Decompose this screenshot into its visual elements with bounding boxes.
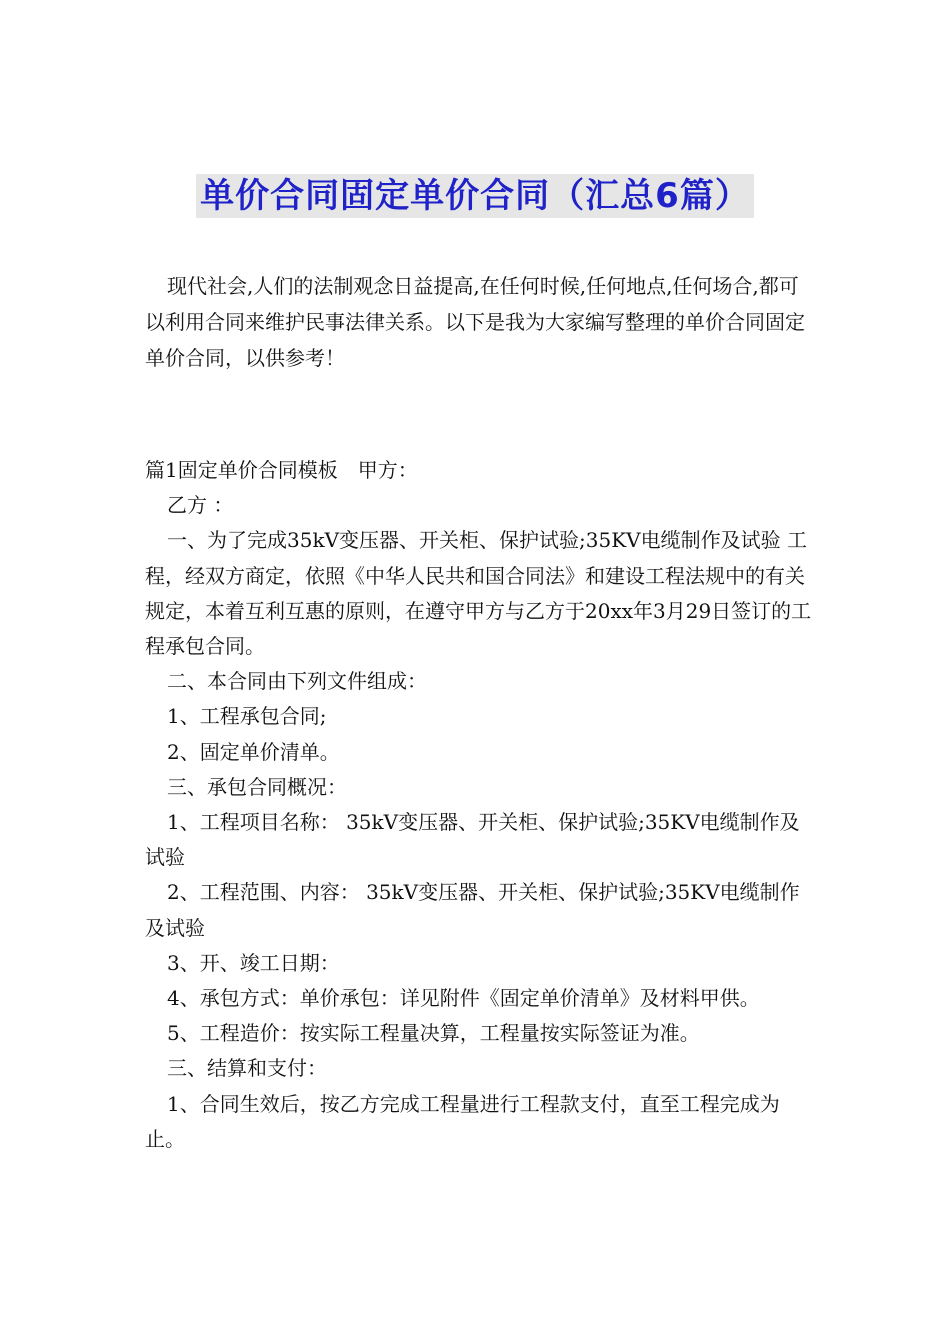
list-item: 1、工程承包合同;	[167, 704, 327, 729]
list-item: 2、工程范围、内容： 35kV变压器、开关柜、保护试验;35KV电缆制作及试验	[145, 880, 800, 940]
contract-body	[145, 453, 813, 1157]
title-container	[0, 174, 950, 218]
document-title: 单价合同固定单价合同（汇总6篇）	[196, 174, 754, 218]
list-item: 2、固定单价清单。	[167, 739, 340, 764]
list-item: 5、工程造价：按实际工程量决算，工程量按实际签证为准。	[167, 1021, 700, 1046]
list-item: 3、开、竣工日期：	[167, 950, 340, 975]
clause-paragraph: 三、结算和支付：	[167, 1056, 327, 1081]
party-b-line: 乙方 ：	[167, 493, 234, 518]
clause-paragraph: 一、为了完成35kV变压器、开关柜、保护试验;35KV电缆制作及试验 工程，经双方商定，依照《中华人民共和国合同法》和建设工程法规中的有关规定，本着互利互惠的原则，在遵守甲方与乙方于20xx年3月29日签订的工程承包合同。	[145, 528, 812, 659]
intro-paragraph: 现代社会,人们的法制观念日益提高,在任何时候,任何地点,任何场合,都可以利用合同来维护民事法律关系。以下是我为大家编写整理的单价合同固定单价合同，以供参考！	[145, 274, 805, 370]
list-item: 1、合同生效后，按乙方完成工程量进行工程款支付，直至工程完成为止。	[145, 1091, 780, 1151]
intro-section	[145, 268, 813, 376]
list-item: 1、工程项目名称： 35kV变压器、开关柜、保护试验;35KV电缆制作及试验	[145, 810, 800, 870]
section-heading: 篇1固定单价合同模板 甲方：	[145, 458, 418, 482]
clause-paragraph: 三、承包合同概况：	[167, 774, 347, 799]
clause-paragraph: 二、本合同由下列文件组成：	[167, 669, 427, 694]
list-item: 4、承包方式：单价承包：详见附件《固定单价清单》及材料甲供。	[167, 986, 760, 1011]
